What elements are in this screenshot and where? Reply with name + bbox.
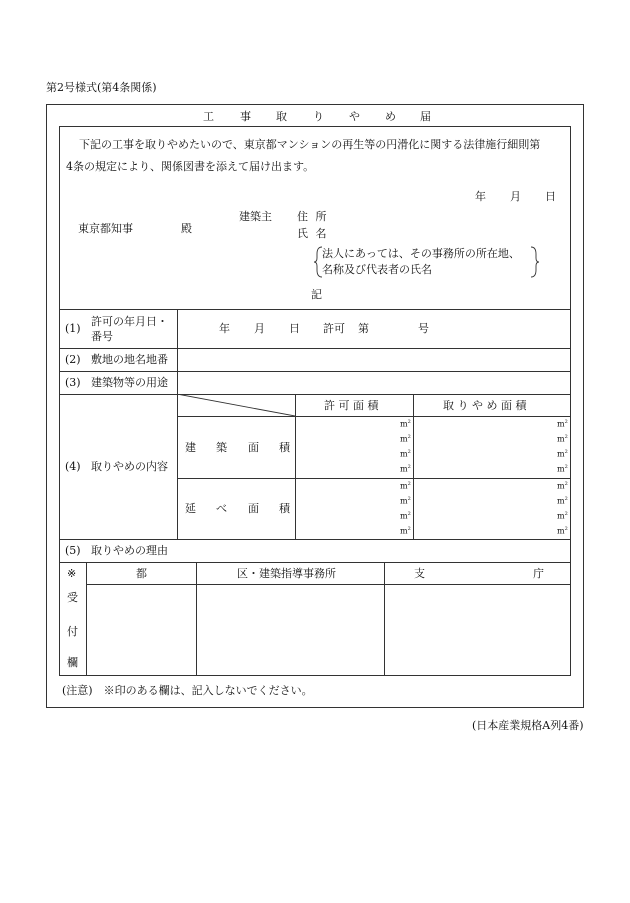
row3-number: (3) (65, 376, 81, 389)
area-unit-m2: $m^2$ (400, 526, 411, 536)
area-unit-m2: $m^2$ (400, 434, 411, 444)
row1-permit: 許可 (323, 322, 345, 335)
row1-year: 年 (219, 322, 230, 335)
form-number: 第2号様式(第4条関係) (46, 81, 157, 94)
area-unit-m2: $m^2$ (400, 496, 411, 506)
row2-value-field[interactable] (178, 349, 570, 370)
name-label: 氏 名 (297, 227, 329, 240)
body-line-1: 下記の工事を取りやめたいので、東京都マンションの再生等の円滑化に関する法律施行細則第 (79, 138, 541, 151)
area-unit-m2: $m^2$ (557, 496, 568, 506)
reception-col-cho: 庁 (533, 567, 544, 580)
applicant-role: 建築主 (239, 210, 272, 223)
area-unit-m2: $m^2$ (400, 464, 411, 474)
ki-label: 記 (311, 288, 322, 301)
col-permit-area: 許 可 面 積 (324, 399, 379, 412)
row4-label: 取りやめの内容 (91, 460, 168, 473)
area-unit-m2: $m^2$ (557, 419, 568, 429)
title-char: 取 (276, 110, 287, 123)
reception-col-to: 都 (136, 567, 147, 580)
row5-label: 取りやめの理由 (91, 544, 168, 557)
area-unit-m2: $m^2$ (557, 481, 568, 491)
row1-month: 月 (254, 322, 265, 335)
row5-number: (5) (65, 544, 81, 557)
col-divider (86, 562, 87, 676)
reception-col-shi: 支 (414, 567, 425, 580)
row1-label-line2: 番号 (91, 330, 113, 343)
area-unit-m2: $m^2$ (557, 449, 568, 459)
title-char: 工 (203, 110, 214, 123)
address-label: 住 所 (297, 210, 329, 223)
date-day[interactable]: 日 (545, 190, 556, 203)
area-unit-m2: $m^2$ (400, 449, 411, 459)
date-year[interactable]: 年 (475, 190, 486, 203)
reception-col-ku: 区・建築指導事務所 (237, 567, 336, 580)
col-divider (384, 562, 385, 676)
row1-dai: 第 (358, 322, 369, 335)
row-divider (59, 394, 571, 395)
row2-label: 敷地の地名地番 (91, 353, 168, 366)
row1-number: (1) (65, 322, 81, 335)
note: (注意) ※印のある欄は、記入しないでください。 (62, 684, 313, 697)
floor-area-char: べ (216, 502, 227, 515)
col-divider (177, 309, 178, 539)
col-divider (295, 394, 296, 539)
date-month[interactable]: 月 (510, 190, 521, 203)
footer-spec: (日本産業規格A列4番) (472, 719, 584, 732)
area-unit-m2: $m^2$ (400, 481, 411, 491)
title-char: や (349, 110, 360, 123)
row-divider (86, 584, 571, 585)
row3-label: 建築物等の用途 (91, 376, 168, 389)
addressee: 東京都知事 (78, 222, 133, 235)
row-divider (59, 309, 571, 310)
title-char: め (385, 110, 396, 123)
area-unit-m2: $m^2$ (557, 434, 568, 444)
reception-label-char: 欄 (67, 656, 78, 669)
row4-number: (4) (65, 460, 81, 473)
reception-label-char: 受 (67, 591, 78, 604)
reception-label-char: 付 (67, 625, 78, 638)
area-unit-m2: $m^2$ (400, 511, 411, 521)
title-char: り (313, 110, 324, 123)
col-divider (196, 562, 197, 676)
body-line-2: 4条の規定により、関係図書を添えて届け出ます。 (66, 160, 315, 173)
row-divider (59, 562, 571, 563)
area-unit-m2: $m^2$ (557, 511, 568, 521)
reception-mark: ※ (67, 567, 77, 580)
floor-area-char: 面 (248, 502, 259, 515)
title-char: 事 (240, 110, 251, 123)
row1-day: 日 (289, 322, 300, 335)
title-char: 届 (420, 110, 431, 123)
area-unit-m2: $m^2$ (557, 526, 568, 536)
honorific: 殿 (181, 222, 192, 235)
floor-area-char: 積 (279, 502, 290, 515)
col-divider (413, 394, 414, 539)
building-area-char: 建 (185, 441, 196, 454)
row5-value-field[interactable] (178, 540, 570, 561)
applicant-note-1: 法人にあっては、その事務所の所在地、 (322, 247, 520, 260)
building-area-char: 積 (279, 441, 290, 454)
applicant-note-2: 名称及び代表者の氏名 (322, 263, 432, 276)
building-area-char: 面 (248, 441, 259, 454)
row2-number: (2) (65, 353, 81, 366)
area-unit-m2: $m^2$ (557, 464, 568, 474)
row1-go: 号 (418, 322, 429, 335)
building-area-char: 築 (216, 441, 227, 454)
row3-value-field[interactable] (178, 372, 570, 393)
row-divider (177, 478, 571, 479)
header-diagonal (177, 394, 295, 416)
col-cancel-area: 取 り や め 面 積 (443, 399, 527, 412)
row-divider (177, 416, 571, 417)
row1-label-line1: 許可の年月日・ (91, 315, 168, 328)
area-unit-m2: $m^2$ (400, 419, 411, 429)
floor-area-char: 延 (185, 502, 196, 515)
